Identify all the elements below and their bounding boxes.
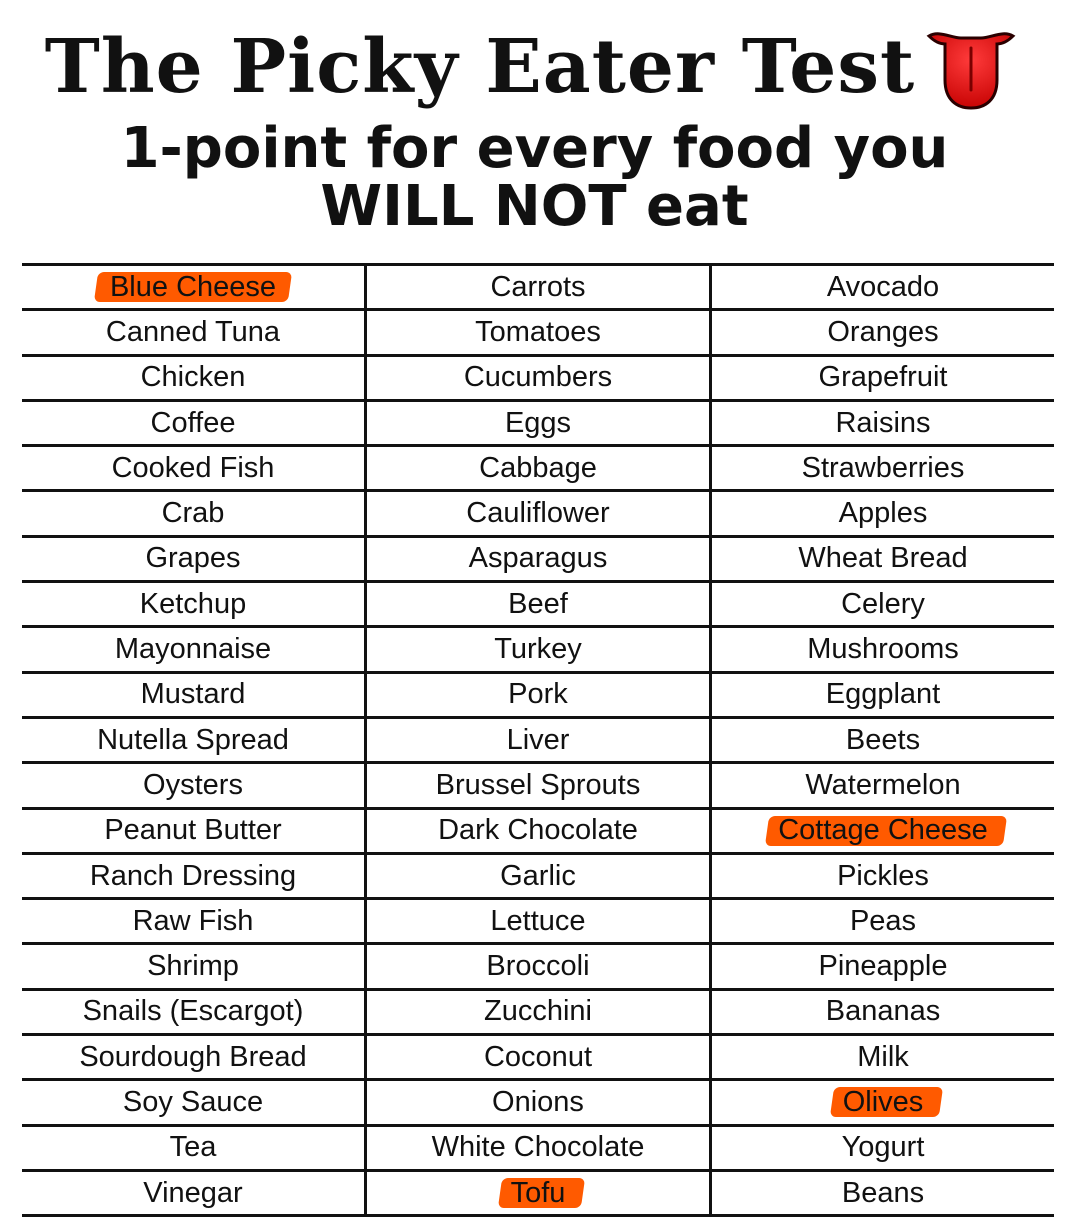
food-label: Cucumbers bbox=[463, 361, 613, 394]
food-cell bbox=[364, 311, 709, 353]
food-label: Pork bbox=[508, 678, 568, 711]
food-label: Sourdough Bread bbox=[79, 1040, 307, 1073]
subtitle-line-1: 1-point for every food you bbox=[120, 116, 949, 181]
food-label: Oysters bbox=[143, 768, 243, 801]
food-cell bbox=[364, 447, 709, 489]
grid-row bbox=[22, 447, 1054, 492]
food-label: Crab bbox=[161, 497, 225, 530]
food-label: Vinegar bbox=[143, 1176, 243, 1209]
food-label: Mushrooms bbox=[807, 633, 959, 666]
food-label: Zucchini bbox=[484, 995, 592, 1028]
food-label: Coffee bbox=[150, 406, 236, 439]
food-label: Brussel Sprouts bbox=[435, 768, 641, 801]
grid-row bbox=[22, 1081, 1054, 1126]
food-label: Ranch Dressing bbox=[89, 859, 297, 892]
grid-row bbox=[22, 1127, 1054, 1172]
food-label: Soy Sauce bbox=[122, 1085, 264, 1118]
grid-row bbox=[22, 1172, 1054, 1217]
food-cell bbox=[709, 492, 1054, 534]
food-cell bbox=[22, 357, 364, 399]
food-label: Watermelon bbox=[805, 768, 961, 801]
grid-row bbox=[22, 1036, 1054, 1081]
food-cell bbox=[22, 1081, 364, 1123]
grid-row bbox=[22, 628, 1054, 673]
food-label: Coconut bbox=[483, 1040, 592, 1073]
grid-row bbox=[22, 900, 1054, 945]
food-cell bbox=[22, 628, 364, 670]
food-cell bbox=[364, 855, 709, 897]
food-label: Beef bbox=[508, 587, 568, 620]
food-cell bbox=[22, 855, 364, 897]
food-label: Milk bbox=[857, 1040, 909, 1073]
food-cell bbox=[709, 764, 1054, 806]
food-label: Grapes bbox=[145, 542, 241, 575]
food-label: Strawberries bbox=[801, 451, 965, 484]
food-cell bbox=[364, 492, 709, 534]
food-cell bbox=[22, 945, 364, 987]
food-label: Tofu bbox=[510, 1176, 566, 1209]
food-cell bbox=[364, 991, 709, 1033]
food-label: Turkey bbox=[494, 633, 582, 666]
food-cell bbox=[22, 1127, 364, 1169]
food-label: Cottage Cheese bbox=[778, 814, 988, 847]
food-label: Garlic bbox=[500, 859, 576, 892]
food-cell bbox=[709, 719, 1054, 761]
food-label: White Chocolate bbox=[431, 1131, 645, 1164]
grid-row bbox=[22, 810, 1054, 855]
food-label: Raw Fish bbox=[132, 904, 254, 937]
food-cell bbox=[709, 311, 1054, 353]
food-label: Peas bbox=[849, 904, 917, 937]
food-cell bbox=[709, 855, 1054, 897]
food-label: Yogurt bbox=[841, 1131, 925, 1164]
grid-row bbox=[22, 357, 1054, 402]
food-label: Tea bbox=[169, 1131, 217, 1164]
food-label: Ketchup bbox=[139, 587, 247, 620]
grid-row bbox=[22, 492, 1054, 537]
food-cell bbox=[364, 538, 709, 580]
food-cell bbox=[364, 266, 709, 308]
grid-row bbox=[22, 764, 1054, 809]
food-cell bbox=[709, 357, 1054, 399]
subtitle bbox=[0, 116, 1069, 239]
food-cell bbox=[364, 628, 709, 670]
food-label: Lettuce bbox=[490, 904, 586, 937]
food-cell bbox=[709, 1172, 1054, 1214]
food-label: Grapefruit bbox=[818, 361, 948, 394]
food-label: Dark Chocolate bbox=[438, 814, 638, 847]
tongue-icon bbox=[925, 28, 1017, 110]
food-cell bbox=[709, 266, 1054, 308]
food-cell bbox=[364, 900, 709, 942]
food-cell bbox=[364, 583, 709, 625]
food-cell bbox=[364, 764, 709, 806]
food-cell bbox=[709, 945, 1054, 987]
food-cell bbox=[22, 538, 364, 580]
food-cell bbox=[22, 764, 364, 806]
food-cell bbox=[364, 357, 709, 399]
food-label: Chicken bbox=[140, 361, 246, 394]
food-cell bbox=[709, 674, 1054, 716]
food-cell bbox=[709, 991, 1054, 1033]
food-label: Nutella Spread bbox=[97, 723, 289, 756]
food-cell-marked bbox=[709, 1081, 1054, 1123]
food-label: Pineapple bbox=[818, 950, 948, 983]
food-label: Beets bbox=[845, 723, 921, 756]
grid-row bbox=[22, 991, 1054, 1036]
food-cell bbox=[364, 945, 709, 987]
food-label: Eggs bbox=[504, 406, 572, 439]
food-grid bbox=[22, 263, 1054, 1217]
food-cell bbox=[364, 810, 709, 852]
food-cell bbox=[364, 1127, 709, 1169]
food-label: Tomatoes bbox=[475, 315, 601, 348]
page-title: The Picky Eater Test bbox=[44, 24, 916, 110]
food-cell bbox=[709, 900, 1054, 942]
food-label: Canned Tuna bbox=[105, 315, 281, 348]
food-label: Pickles bbox=[837, 859, 929, 892]
food-cell bbox=[22, 991, 364, 1033]
food-cell bbox=[22, 900, 364, 942]
grid-row bbox=[22, 719, 1054, 764]
food-cell bbox=[709, 583, 1054, 625]
food-label: Asparagus bbox=[468, 542, 608, 575]
food-cell bbox=[22, 583, 364, 625]
food-cell bbox=[709, 538, 1054, 580]
food-label: Bananas bbox=[825, 995, 941, 1028]
food-cell bbox=[364, 719, 709, 761]
food-label: Olives bbox=[842, 1085, 924, 1118]
food-label: Broccoli bbox=[486, 950, 590, 983]
food-label: Blue Cheese bbox=[109, 270, 277, 303]
food-cell bbox=[22, 719, 364, 761]
food-label: Liver bbox=[506, 723, 570, 756]
food-cell bbox=[709, 1127, 1054, 1169]
food-cell bbox=[364, 1081, 709, 1123]
food-label: Cabbage bbox=[479, 451, 597, 484]
food-label: Onions bbox=[492, 1085, 584, 1118]
food-label: Cooked Fish bbox=[111, 451, 275, 484]
grid-row bbox=[22, 538, 1054, 583]
food-cell bbox=[709, 447, 1054, 489]
grid-row bbox=[22, 583, 1054, 628]
food-label: Peanut Butter bbox=[104, 814, 282, 847]
food-cell bbox=[709, 1036, 1054, 1078]
food-cell bbox=[22, 492, 364, 534]
grid-row bbox=[22, 945, 1054, 990]
food-cell bbox=[22, 311, 364, 353]
food-label: Carrots bbox=[490, 270, 586, 303]
food-label: Apples bbox=[838, 497, 928, 530]
food-cell bbox=[22, 447, 364, 489]
grid-row bbox=[22, 855, 1054, 900]
food-label: Mustard bbox=[140, 678, 246, 711]
food-label: Beans bbox=[841, 1176, 925, 1209]
food-label: Snails (Escargot) bbox=[82, 995, 304, 1028]
grid-row bbox=[22, 402, 1054, 447]
food-label: Celery bbox=[841, 587, 925, 620]
food-cell-marked bbox=[364, 1172, 709, 1214]
grid-row bbox=[22, 311, 1054, 356]
food-cell bbox=[709, 628, 1054, 670]
food-label: Shrimp bbox=[147, 950, 239, 983]
food-label: Cauliflower bbox=[466, 497, 610, 530]
food-label: Wheat Bread bbox=[798, 542, 968, 575]
food-label: Oranges bbox=[827, 315, 939, 348]
food-cell bbox=[22, 402, 364, 444]
food-label: Avocado bbox=[826, 270, 940, 303]
food-cell bbox=[22, 1036, 364, 1078]
food-cell bbox=[364, 674, 709, 716]
food-label: Raisins bbox=[835, 406, 931, 439]
food-cell bbox=[22, 674, 364, 716]
grid-row bbox=[22, 674, 1054, 719]
food-label: Eggplant bbox=[825, 678, 941, 711]
food-cell-marked bbox=[709, 810, 1054, 852]
food-cell-marked bbox=[22, 266, 364, 308]
food-cell bbox=[22, 1172, 364, 1214]
food-cell bbox=[364, 402, 709, 444]
grid-row bbox=[22, 266, 1054, 311]
food-cell bbox=[364, 1036, 709, 1078]
food-cell bbox=[709, 402, 1054, 444]
food-label: Mayonnaise bbox=[114, 633, 272, 666]
food-cell bbox=[22, 810, 364, 852]
subtitle-line-2: WILL NOT eat bbox=[320, 174, 749, 239]
